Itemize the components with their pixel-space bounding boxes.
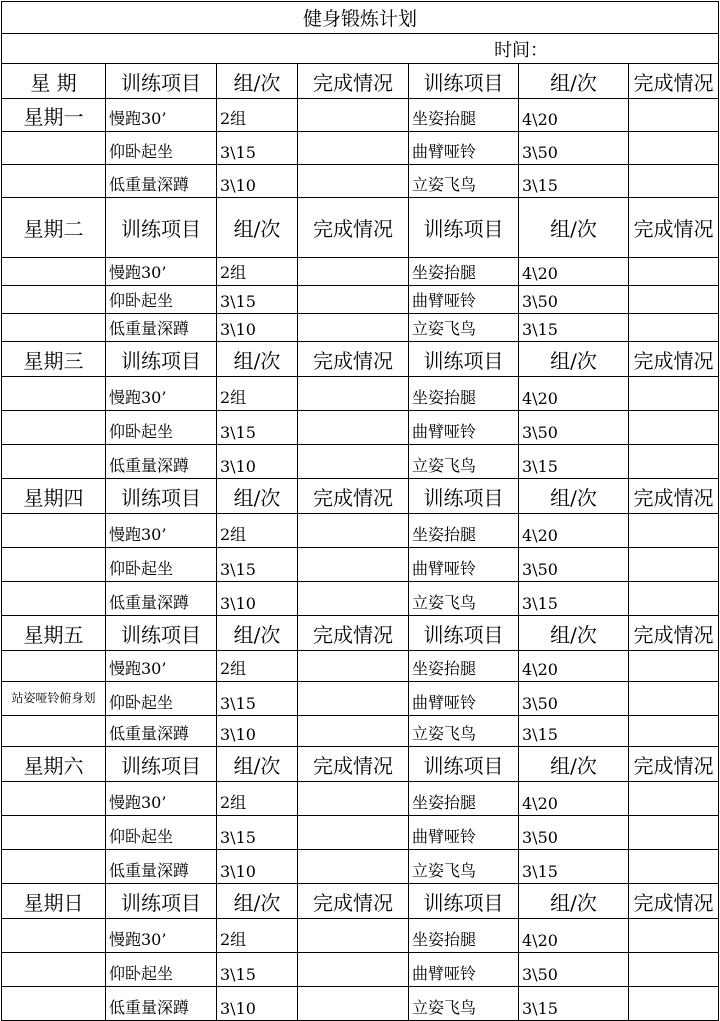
- header-sets-left: 组/次: [217, 198, 298, 258]
- exercise-sets-right: 4\20: [519, 782, 629, 816]
- exercise-name-left: 仰卧起坐: [106, 816, 217, 850]
- day-empty-cell: [2, 445, 106, 479]
- exercise-name-left: 低重量深蹲: [106, 716, 217, 747]
- exercise-sets-left: 3\15: [217, 682, 298, 716]
- exercise-name-right: 坐姿抬腿: [409, 377, 519, 411]
- header-status-left: 完成情况: [298, 64, 409, 99]
- header-status-right: 完成情况: [629, 747, 719, 782]
- status-cell-right: [629, 132, 719, 165]
- header-sets-right: 组/次: [519, 616, 629, 651]
- day-empty-cell: [2, 548, 106, 582]
- status-cell-left: [298, 99, 409, 132]
- header-item-right: 训练项目: [409, 747, 519, 782]
- exercise-row: [2, 582, 719, 616]
- status-cell-left: [298, 716, 409, 747]
- status-cell-right: [629, 548, 719, 582]
- day-empty-cell: [2, 314, 106, 342]
- exercise-row: [2, 651, 719, 682]
- exercise-row: [2, 411, 719, 445]
- exercise-row: [2, 716, 719, 747]
- exercise-sets-right: 4\20: [519, 651, 629, 682]
- header-item-right: 训练项目: [409, 884, 519, 919]
- header-status-left: 完成情况: [298, 342, 409, 377]
- exercise-name-left: 仰卧起坐: [106, 548, 217, 582]
- exercise-sets-right: 3\50: [519, 816, 629, 850]
- exercise-name-left: 仰卧起坐: [106, 682, 217, 716]
- exercise-name-right: 曲臂哑铃: [409, 816, 519, 850]
- exercise-sets-left: 3\15: [217, 411, 298, 445]
- header-item-left: 训练项目: [106, 342, 217, 377]
- exercise-sets-left: 2组: [217, 258, 298, 286]
- header-day: 星 期: [2, 64, 106, 99]
- status-cell-left: [298, 258, 409, 286]
- day-empty-cell: [2, 286, 106, 314]
- exercise-name-right: 立姿飞鸟: [409, 314, 519, 342]
- day-empty-cell: [2, 132, 106, 165]
- header-sets-right: 组/次: [519, 342, 629, 377]
- status-cell-right: [629, 919, 719, 953]
- header-item-left: 训练项目: [106, 616, 217, 651]
- exercise-name-left: 仰卧起坐: [106, 286, 217, 314]
- exercise-sets-right: 3\15: [519, 987, 629, 1021]
- status-cell-right: [629, 651, 719, 682]
- day-label: 星期四: [2, 479, 106, 514]
- exercise-row: [2, 165, 719, 198]
- exercise-sets-left: 3\10: [217, 850, 298, 884]
- exercise-name-left: 仰卧起坐: [106, 132, 217, 165]
- day-header-row: [2, 616, 719, 651]
- exercise-name-left: 低重量深蹲: [106, 165, 217, 198]
- exercise-row: [2, 445, 719, 479]
- day-empty-cell: [2, 919, 106, 953]
- status-cell-right: [629, 165, 719, 198]
- status-cell-left: [298, 286, 409, 314]
- exercise-name-right: 立姿飞鸟: [409, 850, 519, 884]
- exercise-sets-left: 3\10: [217, 314, 298, 342]
- exercise-name-left: 慢跑30’: [106, 514, 217, 548]
- exercise-sets-right: 4\20: [519, 99, 629, 132]
- exercise-name-left: 低重量深蹲: [106, 445, 217, 479]
- status-cell-left: [298, 548, 409, 582]
- exercise-sets-left: 3\15: [217, 816, 298, 850]
- status-cell-right: [629, 514, 719, 548]
- exercise-name-right: 立姿飞鸟: [409, 582, 519, 616]
- exercise-sets-right: 3\50: [519, 953, 629, 987]
- header-sets-left: 组/次: [217, 616, 298, 651]
- exercise-sets-left: 3\15: [217, 132, 298, 165]
- exercise-sets-left: 3\15: [217, 286, 298, 314]
- exercise-name-right: 曲臂哑铃: [409, 411, 519, 445]
- exercise-name-left: 慢跑30’: [106, 919, 217, 953]
- status-cell-right: [629, 445, 719, 479]
- exercise-row: [2, 682, 719, 716]
- day-label: 星期日: [2, 884, 106, 919]
- day-empty-cell: [2, 411, 106, 445]
- day-empty-cell: [2, 377, 106, 411]
- status-cell-right: [629, 286, 719, 314]
- exercise-row: [2, 987, 719, 1021]
- exercise-sets-left: 2组: [217, 651, 298, 682]
- exercise-sets-right: 3\50: [519, 286, 629, 314]
- header-item-left: 训练项目: [106, 747, 217, 782]
- header-status-left: 完成情况: [298, 198, 409, 258]
- header-sets-left: 组/次: [217, 64, 298, 99]
- exercise-name-right: 坐姿抬腿: [409, 651, 519, 682]
- status-cell-right: [629, 411, 719, 445]
- exercise-name-left: 低重量深蹲: [106, 314, 217, 342]
- status-cell-right: [629, 953, 719, 987]
- header-status-left: 完成情况: [298, 884, 409, 919]
- exercise-name-right: 立姿飞鸟: [409, 445, 519, 479]
- exercise-sets-left: 3\15: [217, 548, 298, 582]
- exercise-sets-left: 3\15: [217, 953, 298, 987]
- header-item-right: 训练项目: [409, 64, 519, 99]
- exercise-row: [2, 953, 719, 987]
- exercise-row: [2, 258, 719, 286]
- status-cell-left: [298, 953, 409, 987]
- day-header-row: [2, 198, 719, 258]
- exercise-sets-left: 2组: [217, 782, 298, 816]
- status-cell-left: [298, 850, 409, 884]
- exercise-row: [2, 816, 719, 850]
- exercise-name-right: 曲臂哑铃: [409, 682, 519, 716]
- header-status-right: 完成情况: [629, 479, 719, 514]
- header-item-left: 训练项目: [106, 64, 217, 99]
- day-label: 星期二: [2, 198, 106, 258]
- exercise-name-right: 立姿飞鸟: [409, 165, 519, 198]
- header-item-right: 训练项目: [409, 198, 519, 258]
- day-empty-cell: [2, 782, 106, 816]
- day-empty-cell: [2, 816, 106, 850]
- header-status-right: 完成情况: [629, 342, 719, 377]
- exercise-name-left: 低重量深蹲: [106, 987, 217, 1021]
- status-cell-right: [629, 258, 719, 286]
- day-header-row: [2, 747, 719, 782]
- exercise-name-right: 立姿飞鸟: [409, 716, 519, 747]
- exercise-name-left: 慢跑30’: [106, 377, 217, 411]
- exercise-name-left: 慢跑30’: [106, 99, 217, 132]
- day-empty-cell: [2, 716, 106, 747]
- exercise-name-left: 慢跑30’: [106, 651, 217, 682]
- exercise-sets-left: 2组: [217, 919, 298, 953]
- exercise-sets-left: 3\10: [217, 987, 298, 1021]
- plan-title: 健身锻炼计划: [2, 2, 719, 34]
- status-cell-left: [298, 651, 409, 682]
- status-cell-left: [298, 816, 409, 850]
- exercise-name-left: 低重量深蹲: [106, 582, 217, 616]
- exercise-sets-left: 3\10: [217, 582, 298, 616]
- exercise-sets-right: 3\15: [519, 314, 629, 342]
- header-sets-left: 组/次: [217, 747, 298, 782]
- exercise-name-right: 曲臂哑铃: [409, 286, 519, 314]
- status-cell-left: [298, 314, 409, 342]
- status-cell-right: [629, 582, 719, 616]
- header-sets-left: 组/次: [217, 479, 298, 514]
- day-label: 星期一: [2, 99, 106, 132]
- exercise-name-right: 曲臂哑铃: [409, 548, 519, 582]
- header-sets-right: 组/次: [519, 747, 629, 782]
- exercise-name-left: 仰卧起坐: [106, 953, 217, 987]
- day-header-row: [2, 342, 719, 377]
- exercise-sets-right: 3\15: [519, 582, 629, 616]
- exercise-sets-right: 3\50: [519, 682, 629, 716]
- exercise-name-left: 慢跑30’: [106, 782, 217, 816]
- side-note: 站姿哑铃俯身划: [2, 682, 106, 716]
- exercise-sets-right: 3\15: [519, 850, 629, 884]
- exercise-sets-right: 4\20: [519, 514, 629, 548]
- status-cell-right: [629, 782, 719, 816]
- exercise-sets-right: 3\50: [519, 548, 629, 582]
- header-sets-right: 组/次: [519, 884, 629, 919]
- time-label: 时间：: [2, 34, 719, 64]
- header-status-left: 完成情况: [298, 747, 409, 782]
- exercise-sets-left: 2组: [217, 99, 298, 132]
- exercise-row: [2, 99, 719, 132]
- exercise-name-right: 坐姿抬腿: [409, 919, 519, 953]
- header-status-left: 完成情况: [298, 479, 409, 514]
- day-label: 星期三: [2, 342, 106, 377]
- exercise-name-right: 曲臂哑铃: [409, 953, 519, 987]
- day-header-row: [2, 479, 719, 514]
- status-cell-left: [298, 514, 409, 548]
- status-cell-left: [298, 411, 409, 445]
- status-cell-left: [298, 132, 409, 165]
- status-cell-left: [298, 987, 409, 1021]
- exercise-row: [2, 782, 719, 816]
- day-empty-cell: [2, 582, 106, 616]
- status-cell-left: [298, 445, 409, 479]
- day-empty-cell: [2, 850, 106, 884]
- day-empty-cell: [2, 987, 106, 1021]
- column-header-row: [2, 64, 719, 99]
- exercise-sets-right: 3\50: [519, 411, 629, 445]
- status-cell-right: [629, 99, 719, 132]
- exercise-sets-right: 4\20: [519, 919, 629, 953]
- exercise-row: [2, 286, 719, 314]
- exercise-sets-right: 3\50: [519, 132, 629, 165]
- header-status-left: 完成情况: [298, 616, 409, 651]
- exercise-sets-left: 3\10: [217, 445, 298, 479]
- header-item-right: 训练项目: [409, 479, 519, 514]
- status-cell-left: [298, 682, 409, 716]
- header-sets-left: 组/次: [217, 342, 298, 377]
- header-item-left: 训练项目: [106, 884, 217, 919]
- exercise-name-right: 立姿飞鸟: [409, 987, 519, 1021]
- exercise-name-right: 坐姿抬腿: [409, 514, 519, 548]
- header-status-right: 完成情况: [629, 64, 719, 99]
- exercise-name-right: 坐姿抬腿: [409, 258, 519, 286]
- exercise-name-left: 低重量深蹲: [106, 850, 217, 884]
- header-sets-right: 组/次: [519, 198, 629, 258]
- status-cell-left: [298, 782, 409, 816]
- status-cell-right: [629, 682, 719, 716]
- header-status-right: 完成情况: [629, 198, 719, 258]
- status-cell-right: [629, 314, 719, 342]
- header-status-right: 完成情况: [629, 884, 719, 919]
- header-item-right: 训练项目: [409, 342, 519, 377]
- day-empty-cell: [2, 514, 106, 548]
- exercise-row: [2, 514, 719, 548]
- exercise-sets-left: 3\10: [217, 165, 298, 198]
- day-empty-cell: [2, 165, 106, 198]
- exercise-sets-right: 3\15: [519, 445, 629, 479]
- exercise-row: [2, 132, 719, 165]
- exercise-sets-right: 3\15: [519, 165, 629, 198]
- exercise-sets-right: 3\15: [519, 716, 629, 747]
- exercise-sets-left: 2组: [217, 514, 298, 548]
- exercise-sets-right: 4\20: [519, 377, 629, 411]
- exercise-row: [2, 314, 719, 342]
- day-empty-cell: [2, 953, 106, 987]
- exercise-row: [2, 548, 719, 582]
- exercise-name-right: 坐姿抬腿: [409, 99, 519, 132]
- header-sets-right: 组/次: [519, 479, 629, 514]
- exercise-name-right: 曲臂哑铃: [409, 132, 519, 165]
- header-item-left: 训练项目: [106, 479, 217, 514]
- status-cell-right: [629, 850, 719, 884]
- day-header-row: [2, 884, 719, 919]
- status-cell-right: [629, 716, 719, 747]
- header-sets-right: 组/次: [519, 64, 629, 99]
- header-item-right: 训练项目: [409, 616, 519, 651]
- exercise-name-left: 慢跑30’: [106, 258, 217, 286]
- status-cell-right: [629, 987, 719, 1021]
- exercise-name-left: 仰卧起坐: [106, 411, 217, 445]
- exercise-sets-left: 2组: [217, 377, 298, 411]
- status-cell-right: [629, 816, 719, 850]
- exercise-name-right: 坐姿抬腿: [409, 782, 519, 816]
- day-empty-cell: [2, 651, 106, 682]
- exercise-sets-left: 3\10: [217, 716, 298, 747]
- day-empty-cell: [2, 258, 106, 286]
- status-cell-left: [298, 919, 409, 953]
- exercise-row: [2, 850, 719, 884]
- workout-plan-table: [1, 1, 719, 1021]
- header-sets-left: 组/次: [217, 884, 298, 919]
- exercise-row: [2, 377, 719, 411]
- exercise-row: [2, 919, 719, 953]
- day-label: 星期五: [2, 616, 106, 651]
- status-cell-left: [298, 377, 409, 411]
- header-status-right: 完成情况: [629, 616, 719, 651]
- status-cell-left: [298, 582, 409, 616]
- status-cell-right: [629, 377, 719, 411]
- status-cell-left: [298, 165, 409, 198]
- header-item-left: 训练项目: [106, 198, 217, 258]
- day-label: 星期六: [2, 747, 106, 782]
- exercise-sets-right: 4\20: [519, 258, 629, 286]
